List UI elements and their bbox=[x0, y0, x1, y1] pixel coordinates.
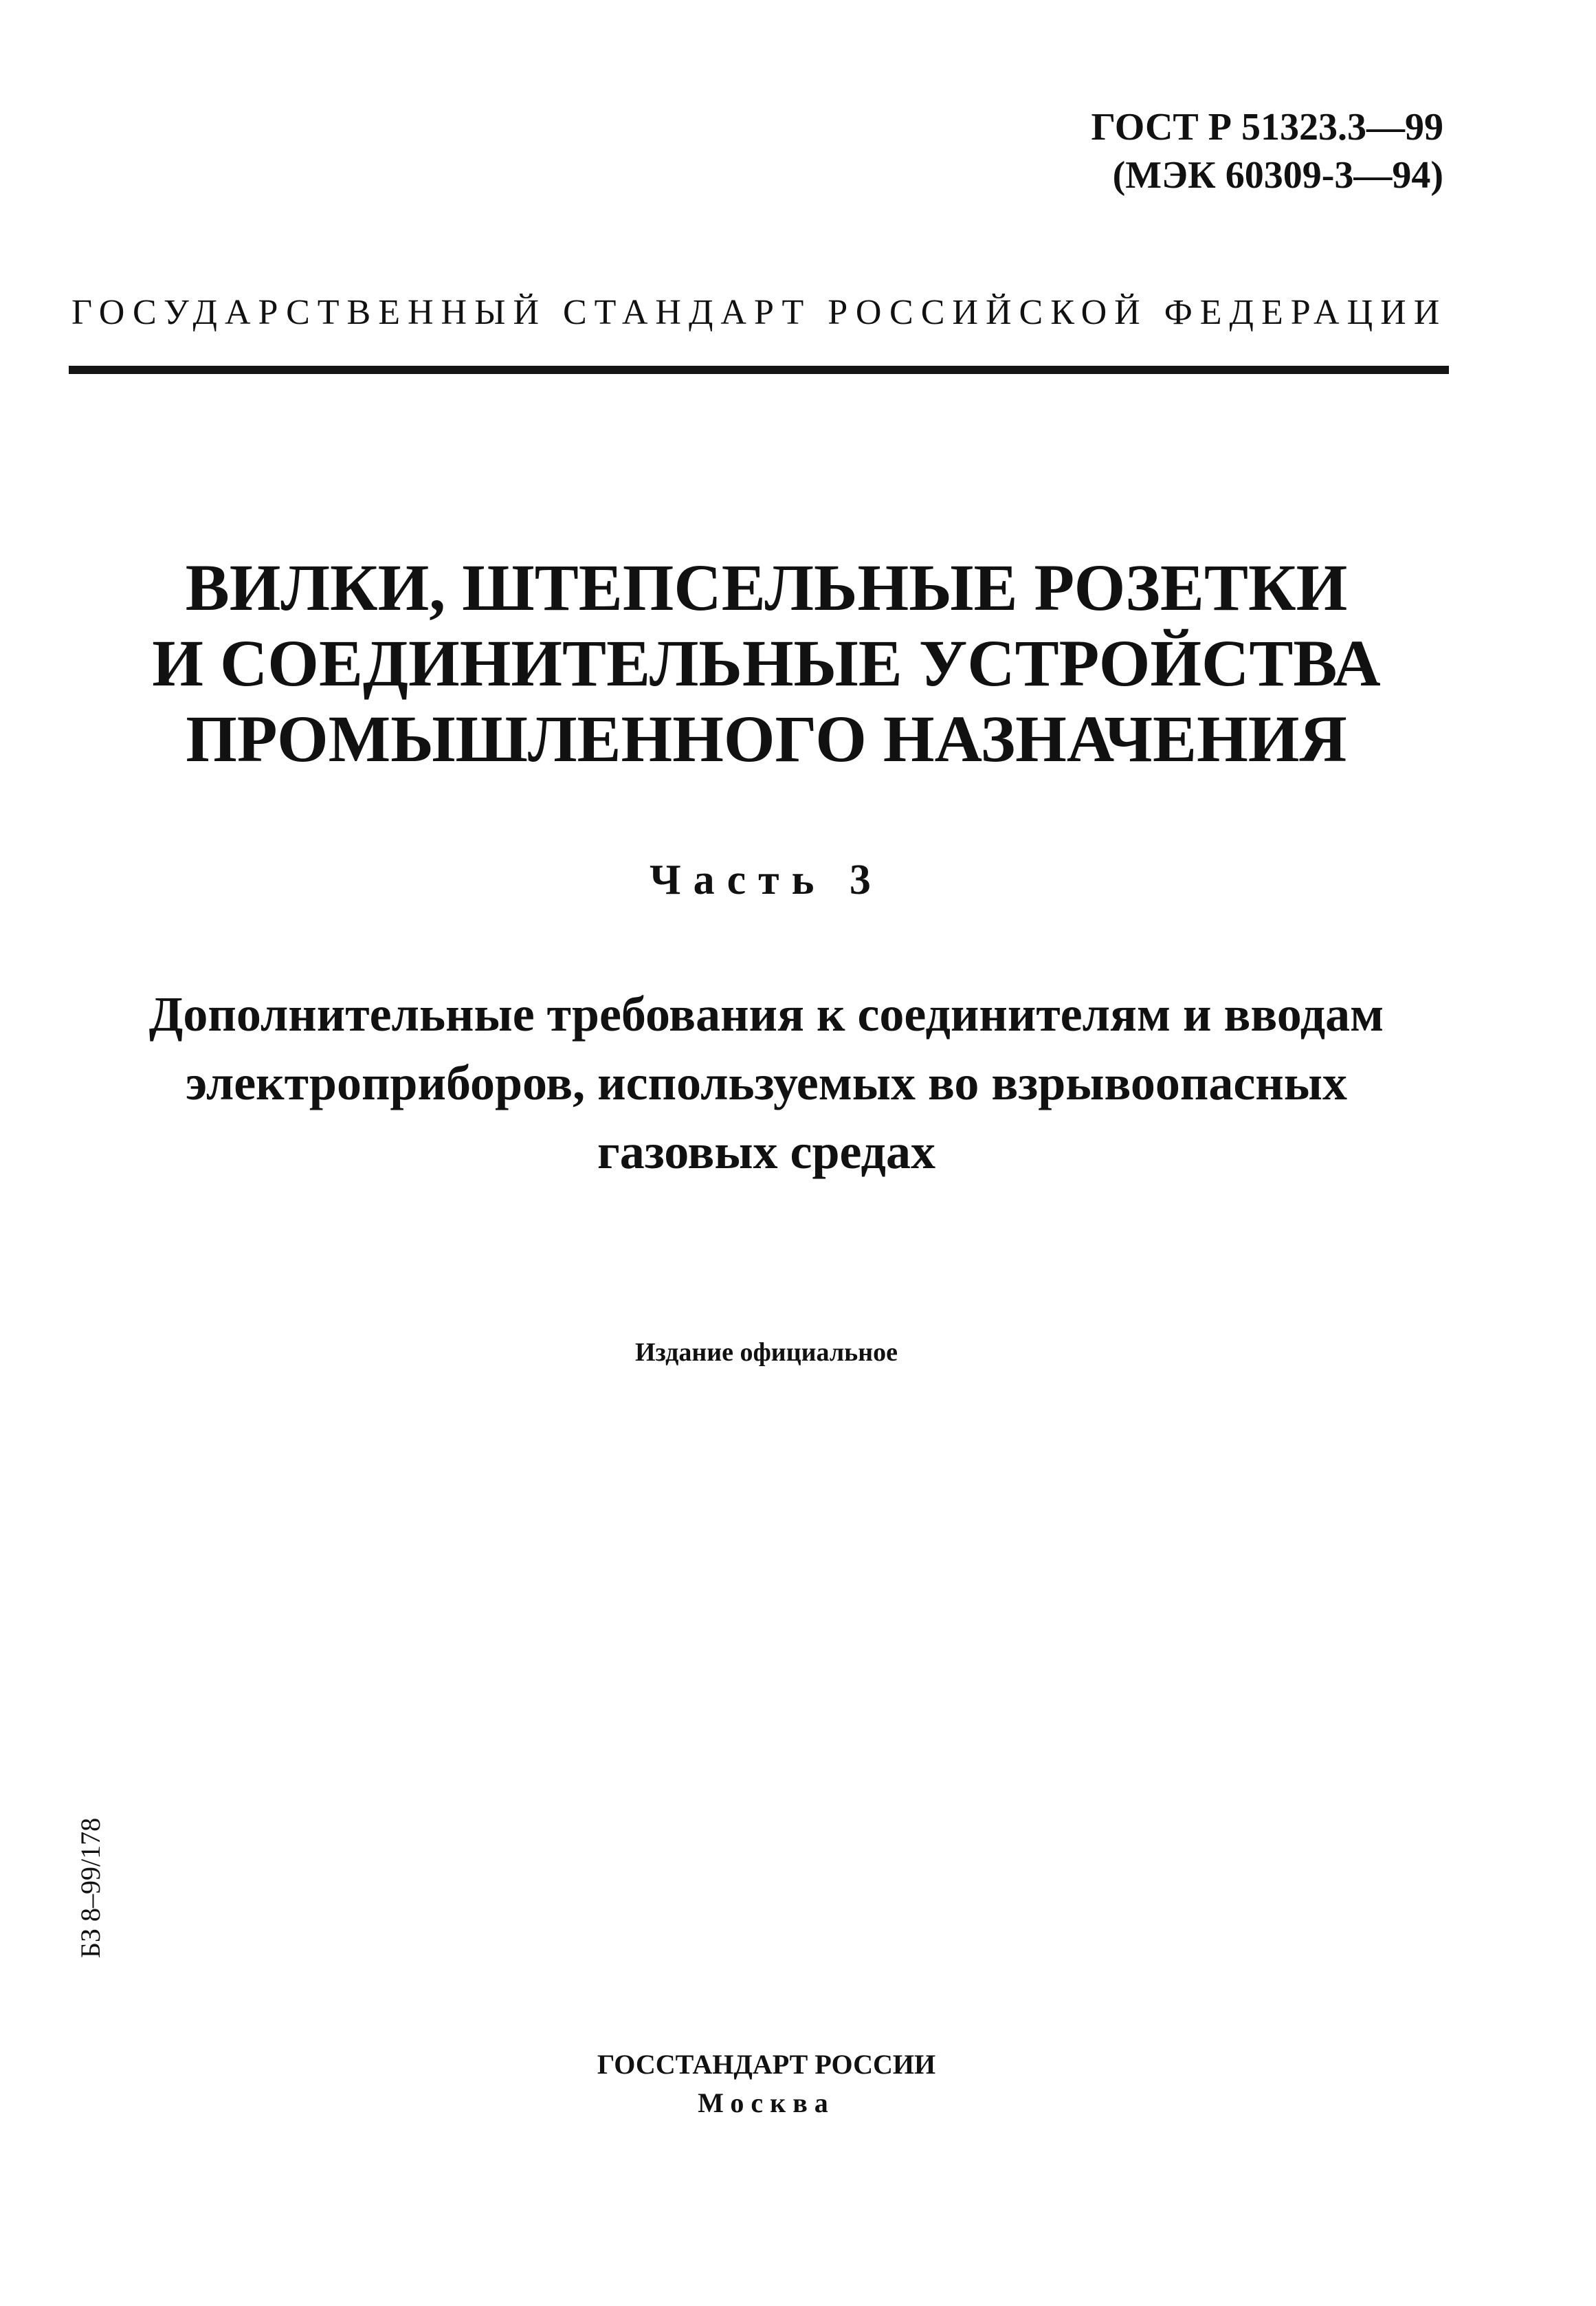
subtitle-line: электроприборов, используемых во взрывоопасных bbox=[186, 1055, 1347, 1110]
subtitle-line: газовых средах bbox=[597, 1124, 935, 1179]
header-divider bbox=[69, 366, 1449, 374]
title-line: ВИЛКИ, ШТЕПСЕЛЬНЫЕ РОЗЕТКИ bbox=[185, 551, 1348, 624]
iec-number: (МЭК 60309-3—94) bbox=[1112, 154, 1443, 197]
document-subtitle bbox=[0, 980, 1533, 1186]
part-number: Часть 3 bbox=[650, 857, 883, 903]
title-line: ПРОМЫШЛЕННОГО НАЗНАЧЕНИЯ bbox=[186, 702, 1347, 776]
subtitle-line: Дополнительные требования к соединителям и вводам bbox=[148, 987, 1384, 1042]
side-publication-code: БЗ 8–99/178 bbox=[75, 1817, 106, 1958]
edition-label: Издание официальное bbox=[634, 1338, 898, 1367]
document-title bbox=[0, 550, 1533, 777]
organization-title: ГОСУДАРСТВЕННЫЙ СТАНДАРТ РОССИЙСКОЙ ФЕДЕРАЦИИ bbox=[71, 293, 1448, 332]
publisher-name: ГОССТАНДАРТ РОССИИ bbox=[597, 2049, 936, 2080]
title-line: И СОЕДИНИТЕЛЬНЫЕ УСТРОЙСТВА bbox=[152, 626, 1381, 700]
gost-number: ГОСТ Р 51323.3—99 bbox=[1091, 106, 1443, 149]
standard-codes bbox=[1091, 103, 1443, 199]
publisher-block bbox=[0, 2045, 1533, 2122]
publisher-city: Москва bbox=[698, 2087, 835, 2118]
